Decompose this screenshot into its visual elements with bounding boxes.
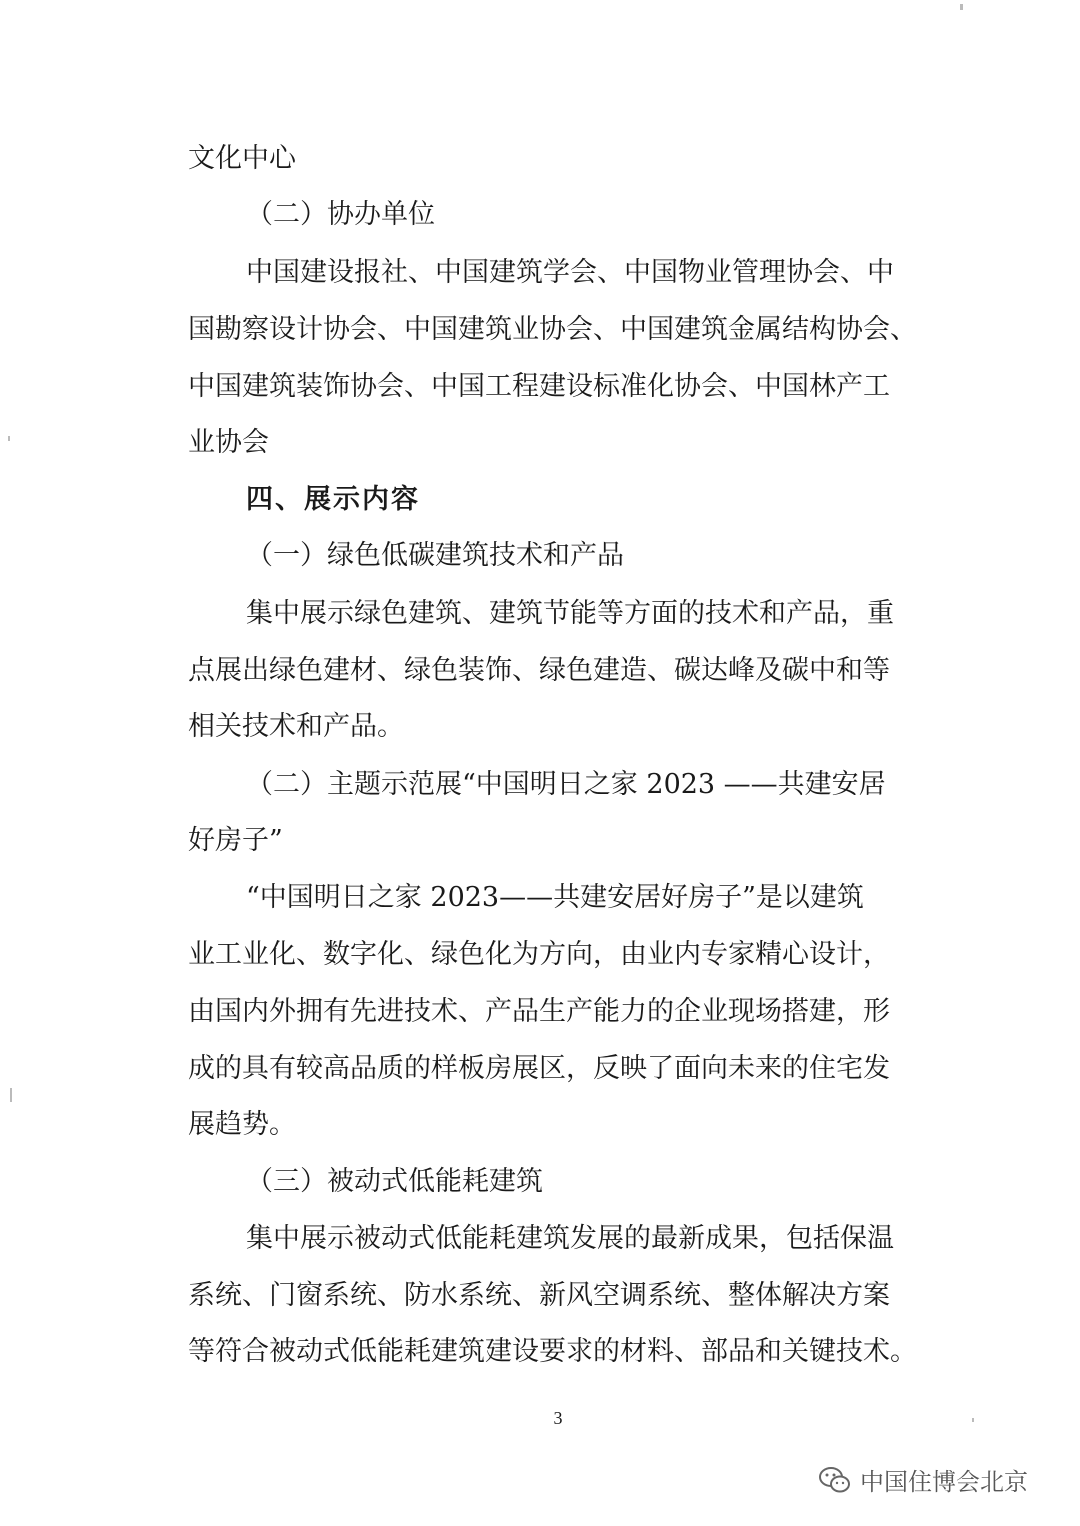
scan-speck (10, 1088, 12, 1102)
paragraph-line: 点展出绿色建材、绿色装饰、绿色建造、碳达峰及碳中和等 (188, 655, 890, 686)
section-heading-co-organizers: （二）协办单位 (246, 199, 435, 230)
scan-speck (8, 436, 10, 441)
paragraph-line: 集中展示绿色建筑、建筑节能等方面的技术和产品，重 (246, 598, 894, 629)
subsection-heading-passive-building: （三）被动式低能耗建筑 (246, 1166, 543, 1197)
paragraph-line: 系统、门窗系统、防水系统、新风空调系统、整体解决方案 (188, 1280, 890, 1311)
paragraph-line: 文化中心 (188, 143, 296, 174)
paragraph-line: 中国建设报社、中国建筑学会、中国物业管理协会、中 (246, 257, 894, 288)
paragraph-line: 业工业化、数字化、绿色化为方向，由业内专家精心设计， (188, 939, 890, 970)
subsection-heading-green-building: （一）绿色低碳建筑技术和产品 (246, 540, 624, 571)
paragraph-line: 业协会 (188, 427, 269, 458)
wechat-icon (818, 1465, 852, 1495)
scan-speck (972, 1418, 974, 1422)
paragraph-line: 展趋势。 (188, 1109, 296, 1140)
paragraph-line: 中国建筑装饰协会、中国工程建设标准化协会、中国林产工 (188, 371, 890, 402)
paragraph-line: 等符合被动式低能耗建筑建设要求的材料、部品和关键技术。 (188, 1336, 917, 1367)
paragraph-line: 由国内外拥有先进技术、产品生产能力的企业现场搭建，形 (188, 996, 890, 1027)
watermark-text: 中国住博会北京 (860, 1468, 1028, 1496)
paragraph-line: 国勘察设计协会、中国建筑业协会、中国建筑金属结构协会、 (188, 314, 917, 345)
section-heading-exhibition-content: 四、展示内容 (246, 484, 420, 515)
paragraph-line: “中国明日之家 2023——共建安居好房子”是以建筑 (246, 882, 864, 913)
paragraph-line: 成的具有较高品质的样板房展区，反映了面向未来的住宅发 (188, 1053, 890, 1084)
page-number: 3 (553, 1408, 563, 1428)
watermark (818, 1462, 1028, 1497)
paragraph-line: 集中展示被动式低能耗建筑发展的最新成果，包括保温 (246, 1223, 894, 1254)
subsection-heading-theme-exhibition: （二）主题示范展“中国明日之家 2023 ——共建安居 (246, 769, 886, 800)
paragraph-line: 相关技术和产品。 (188, 711, 404, 742)
paragraph-line: 好房子” (188, 825, 283, 856)
scan-speck (960, 4, 963, 10)
